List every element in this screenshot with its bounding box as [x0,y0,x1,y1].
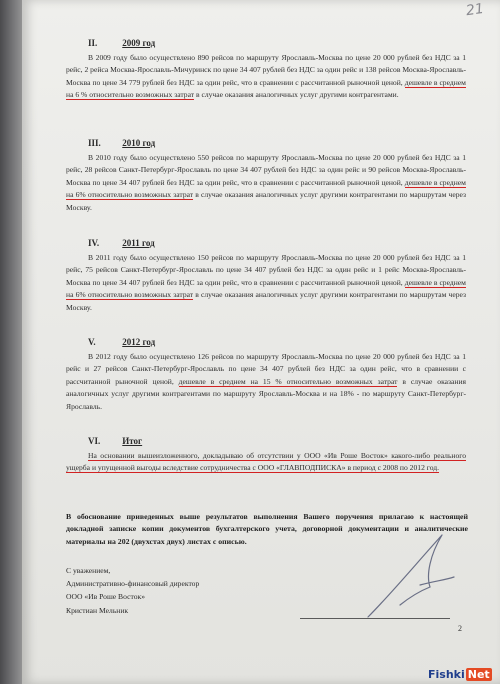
scan-shadow-edge [0,0,24,696]
signer-company: ООО «Ив Роше Восток» [66,592,145,602]
signer-position: Административно-финансовый директор [66,579,200,589]
red-underlined-text: дешевле в среднем на 15 % относительно возможных затрат [178,376,398,386]
section-number: III. [88,138,101,148]
section-title: 2012 год [122,337,156,347]
section-number: IV. [88,238,100,248]
logo-badge: Net [467,668,490,681]
red-underlined-text: На основании вышеизложенного, докладываю об отсутствии у ООО «Ив Роше Восток» какого-либо реального ущерба и упущенной выгоды вследствие сотрудничества с ООО «ГЛАВПОДПИСКА» в период с 2008 по 2012 год. [66,451,466,473]
section-title: 2010 год [122,138,156,148]
section-title: 2009 год [122,38,156,48]
section-heading [88,38,466,50]
section-2012 [66,337,466,413]
page-number: 2 [458,624,462,633]
section-heading [88,138,466,150]
section-heading [88,337,466,349]
section-2011 [66,238,466,314]
section-title: Итог [122,436,143,446]
red-underlined-text: дешевле в среднем на 6 % относительно возможных затрат [66,77,466,100]
section-paragraph: В 2012 году было осуществлено 126 рейсов по маршруту Ярославль-Москва по цене 20 000 рублей без НДС за 1 рейс и 27 рейсов Санкт-Петербург-Ярославль по цене 34 407 рублей без НДС за один рейс, что в сравнении с рассчитанной рыночной ценой, дешевле в среднем на 15 % относительно возможных затрат в случае оказания аналогичных услуг другими контрагентами по маршруту Ярославль-Москва и на 18% - по маршруту Санкт-Петербург-Ярославль. [66,352,466,411]
section-number: VI. [88,436,101,446]
handwritten-signature [360,525,460,625]
signature-block [66,564,199,617]
section-paragraph [66,450,466,475]
section-summary [66,436,466,475]
section-2010 [66,138,466,214]
section-paragraph: В 2011 году было осуществлено 150 рейсов по маршруту Ярославль-Москва по цене 20 000 рублей без НДС за 1 рейс, 75 рейсов Санкт-Петербург-Ярославль по цене 34 407 рублей без НДС за один рейс и 1 рейс Москва-Ярославль-Москва по цене 34 407 рублей без НДС за один рейс, что в сравнении с рассчитанной рыночной ценой, дешевле в среднем на 6% относительно возможных затрат в случае оказания аналогичных услуг другими контрагентами по маршрутам через Москву. [66,253,467,312]
red-underlined-text: дешевле в среднем на 6% относительно возможных затрат [66,177,466,200]
section-paragraph: В 2009 году было осуществлено 890 рейсов по маршруту Ярославль-Москва по цене 20 000 рублей без НДС за 1 рейс, 2 рейса Москва-Ярославль-Мичуринск по цене 34 407 рублей без НДС за один рейс и 138 рейсов Москва-Ярославль-Москва по цене 34 779 рублей без НДС за один рейс, что в сравнении с рассчитанной рыночной ценой, дешевле в среднем на 6 % относительно возможных затрат в случае оказания аналогичных услуг другими контрагентами. [66,53,466,100]
section-number: II. [88,38,98,48]
section-title: 2011 год [122,238,155,248]
bottom-strip [0,684,500,696]
closing-paragraph: В обоснование приведенных выше результатов выполнения Вашего поручения прилагаю к настоящей докладной записке копии документов бухгалтерского учета, договорной документации и аналитические материалы на 202 (двухстах двух) листах с описью. [66,511,468,546]
handwritten-page-number: 21 [465,0,486,20]
red-underlined-text: дешевле в среднем на 6% относительно возможных затрат [66,277,466,300]
section-2009 [66,38,466,102]
section-paragraph: В 2010 году было осуществлено 550 рейсов по маршруту Ярославль-Москва по цене 20 000 рублей без НДС за 1 рейс, 28 рейсов Санкт-Петербург-Ярославль по цене 34 407 рублей без НДС за один рейс и 90 рейсов Москва-Ярославль-Москва по цене 34 407 рублей без НДС за один рейс, что в сравнении с рассчитанной рыночной ценой, дешевле в среднем на 6% относительно возможных затрат в случае оказания аналогичных услуг другими контрагентами по маршрутам через Москву. [66,153,467,212]
section-number: V. [88,337,96,347]
greeting: С уважением, [66,566,111,575]
signature-line [300,618,450,619]
fishki-logo [428,668,492,681]
section-heading [88,238,466,250]
logo-text: Fishki [428,668,465,681]
signer-name: Кристиан Мельник [66,605,129,615]
section-heading [88,436,466,448]
